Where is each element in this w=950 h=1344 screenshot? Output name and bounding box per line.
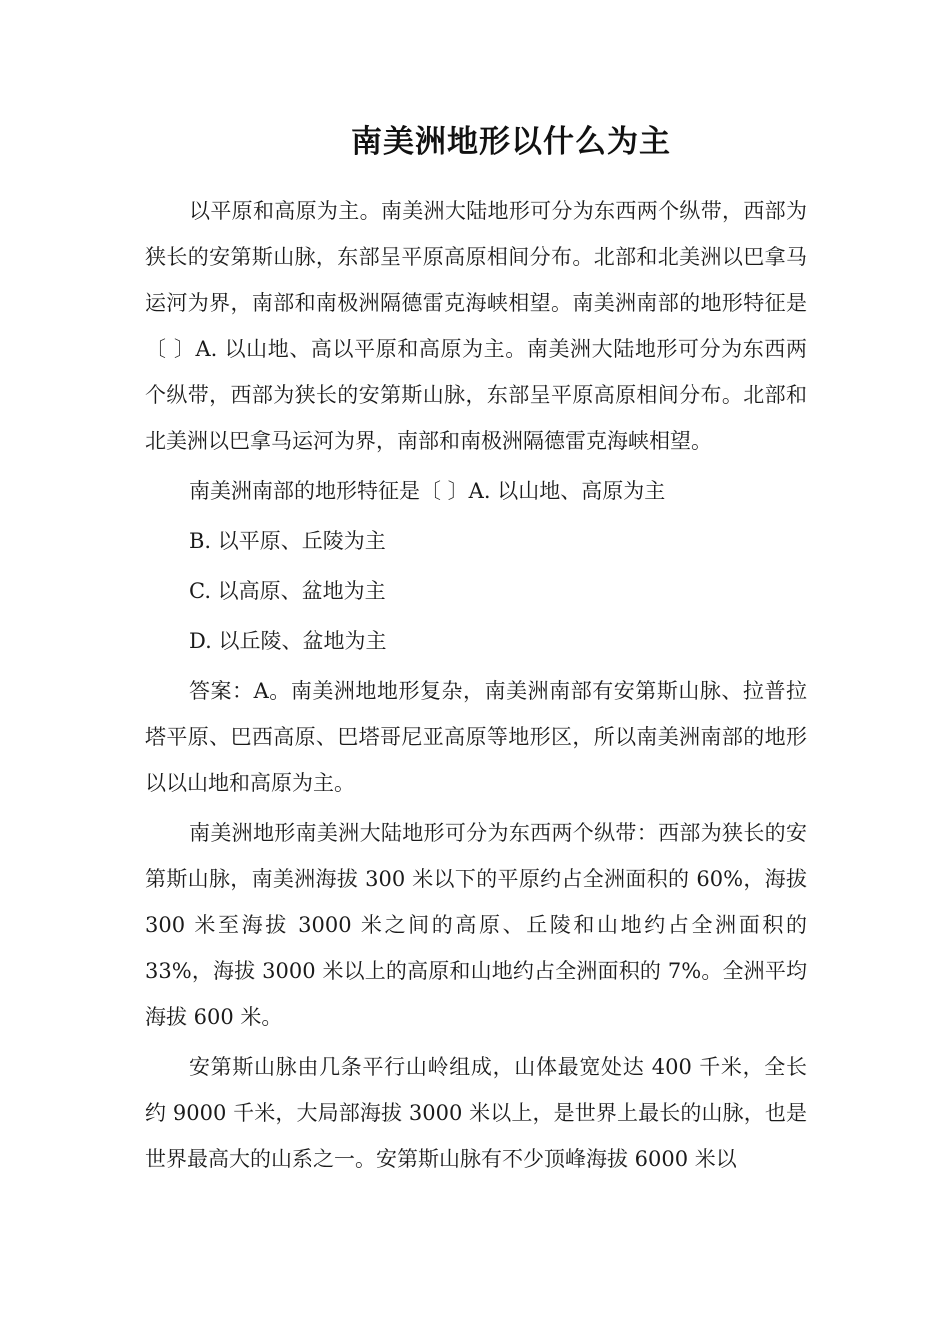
paragraph-question: 南美洲南部的地形特征是〔 〕A. 以山地、高原为主 bbox=[189, 479, 666, 503]
paragraph-terrain: 南美洲地形南美洲大陆地形可分为东西两个纵带：西部为狭长的安第斯山脉，南美洲海拔 300 米以下的平原约占全洲面积的 60%，海拔 300 米至海拔 3000 米之间的高原、丘陵和山地约占全洲面积的 33%，海拔 3000 米以上的高原和山地约占全洲面积的 7%。全洲平均海拔 600 米。 bbox=[145, 821, 807, 1029]
document-title: 南美洲地形以什么为主 bbox=[351, 124, 671, 160]
paragraph-answer: 答案：A。南美洲地地形复杂，南美洲南部有安第斯山脉、拉普拉塔平原、巴西高原、巴塔哥尼亚高原等地形区，所以南美洲南部的地形以以山地和高原为主。 bbox=[145, 679, 807, 795]
paragraph-andes: 安第斯山脉由几条平行山岭组成，山体最宽处达 400 千米，全长约 9000 千米，大局部海拔 3000 米以上，是世界上最长的山脉，也是世界最高大的山系之一。安第斯山脉有不少顶峰海拔 6000 米以 bbox=[145, 1055, 807, 1171]
paragraph-option-d: D. 以丘陵、盆地为主 bbox=[189, 629, 387, 653]
paragraph-intro: 以平原和高原为主。南美洲大陆地形可分为东西两个纵带，西部为狭长的安第斯山脉，东部呈平原高原相间分布。北部和北美洲以巴拿马运河为界，南部和南极洲隔德雷克海峡相望。南美洲南部的地形特征是〔 〕A. 以山地、高以平原和高原为主。南美洲大陆地形可分为东西两个纵带，西部为狭长的安第斯山脉，东部呈平原高原相间分布。北部和北美洲以巴拿马运河为界，南部和南极洲隔德雷克海峡相望。 bbox=[145, 199, 807, 453]
paragraph-option-c: C. 以高原、盆地为主 bbox=[189, 579, 386, 603]
document-page bbox=[145, 118, 807, 1182]
paragraph-option-b: B. 以平原、丘陵为主 bbox=[189, 529, 386, 553]
